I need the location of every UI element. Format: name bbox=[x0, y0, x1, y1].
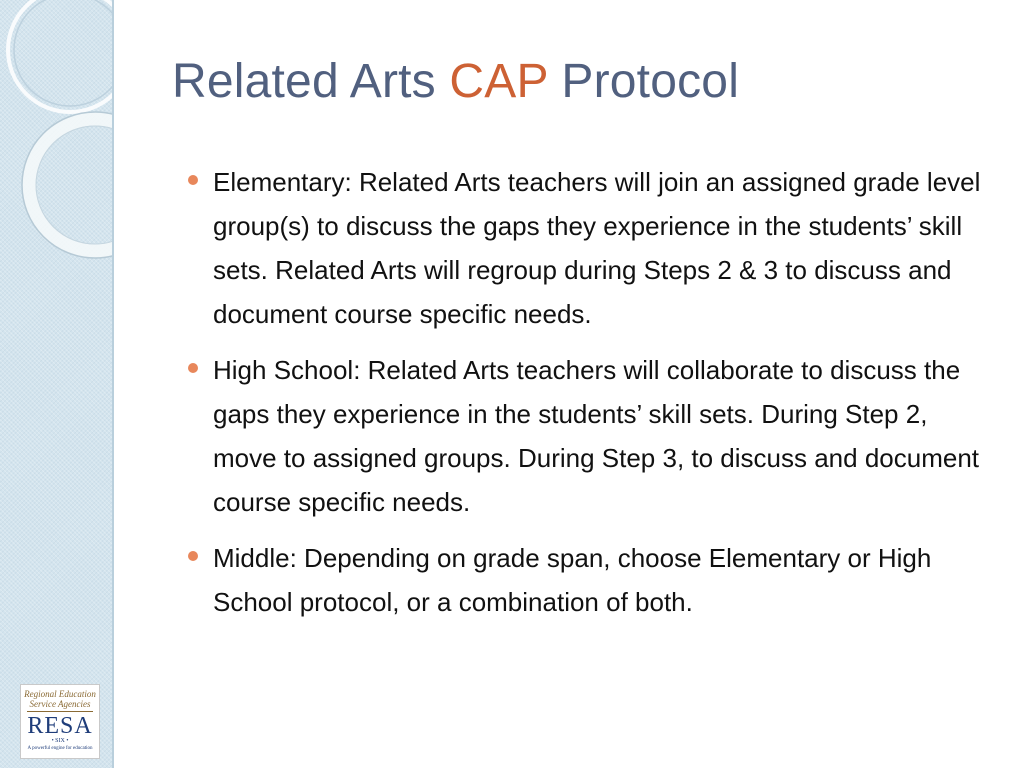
decorative-circles bbox=[0, 0, 114, 300]
bullet-text: Elementary: Related Arts teachers will join an assigned grade level group(s) to discuss the gaps they experience in the students’ skill sets. Related Arts will regroup during Steps 2 & 3 to discuss and document course specific needs. bbox=[213, 167, 981, 329]
bullet-dot-icon bbox=[188, 551, 198, 561]
bullet-text: High School: Related Arts teachers will collaborate to discuss the gaps they experience in the students’ skill sets. During Step 2, move to assigned groups. During Step 3, to discuss and document course specific needs. bbox=[213, 355, 979, 517]
logo-tagline: A powerful engine for education bbox=[27, 746, 93, 751]
bullet-item-middle bbox=[188, 536, 998, 624]
logo-divider bbox=[27, 711, 93, 712]
logo-name: RESA bbox=[27, 713, 93, 739]
resa-logo bbox=[20, 684, 100, 759]
title-part-2: Protocol bbox=[547, 55, 740, 108]
sidebar-edge bbox=[112, 0, 114, 768]
bullet-item-elementary bbox=[188, 160, 998, 336]
slide-content bbox=[188, 160, 998, 636]
logo-sub: • SIX • bbox=[51, 738, 69, 744]
decorative-sidebar bbox=[0, 0, 114, 768]
logo-line-1: Regional Education bbox=[24, 689, 96, 699]
bullet-item-high-school bbox=[188, 348, 998, 524]
bullet-dot-icon bbox=[188, 363, 198, 373]
bullet-list bbox=[188, 160, 998, 624]
slide-title bbox=[172, 52, 739, 112]
logo-line-2: Service Agencies bbox=[29, 699, 91, 709]
title-part-1: Related Arts bbox=[172, 55, 450, 108]
bullet-text: Middle: Depending on grade span, choose Elementary or High School protocol, or a combination of both. bbox=[213, 543, 932, 617]
title-accent: CAP bbox=[449, 55, 548, 108]
bullet-dot-icon bbox=[188, 175, 198, 185]
